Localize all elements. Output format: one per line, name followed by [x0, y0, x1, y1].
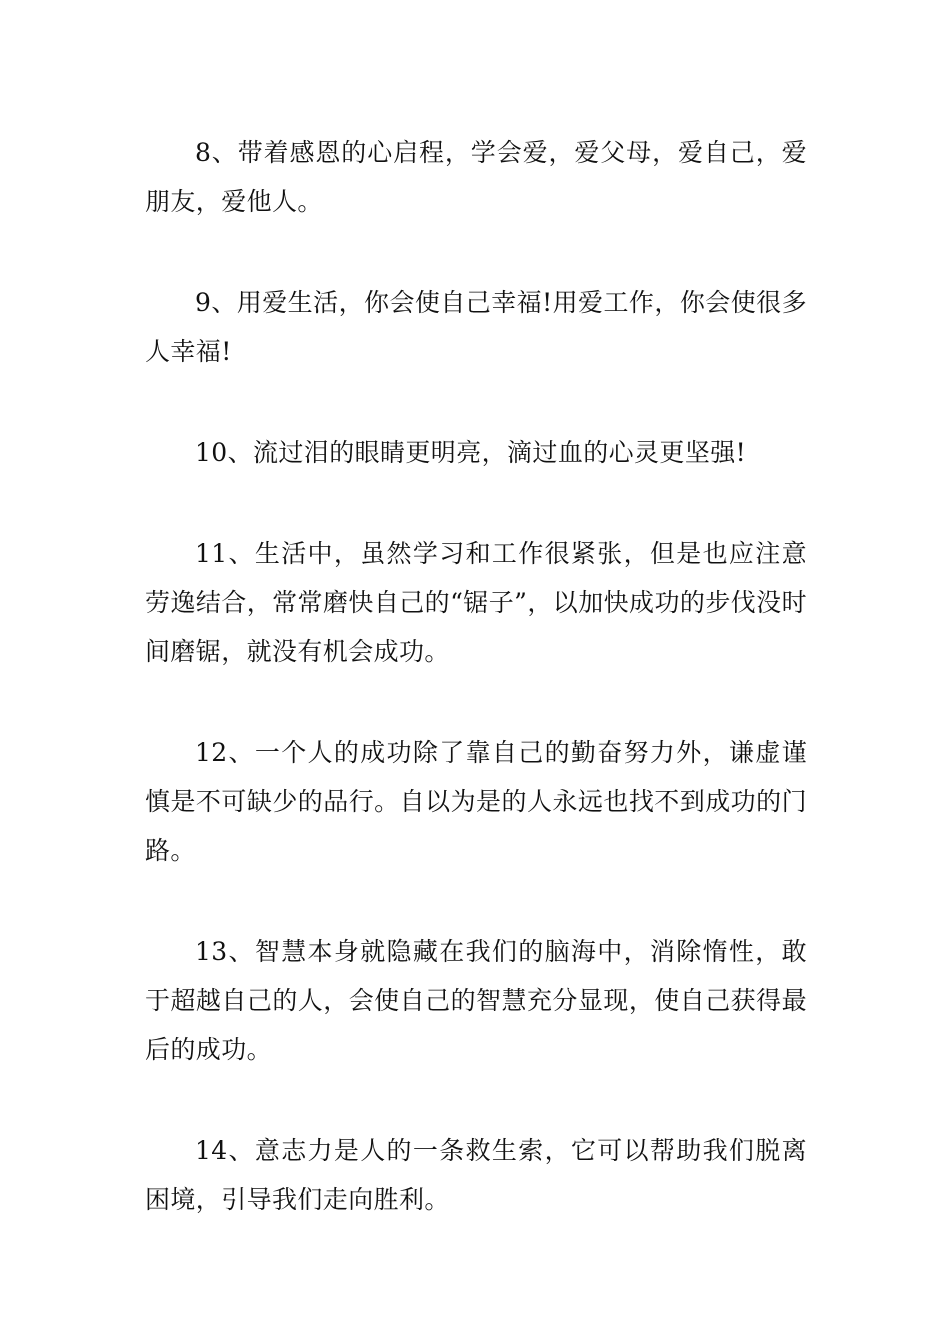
paragraph-11: 11、生活中，虽然学习和工作很紧张，但是也应注意劳逸结合，常常磨快自己的“锯子”，以加快成功的步伐没时间磨锯，就没有机会成功。 [145, 539, 807, 666]
paragraph-14: 14、意志力是人的一条救生索，它可以帮助我们脱离困境，引导我们走向胜利。 [145, 1136, 807, 1214]
paragraph-9: 9、用爱生活，你会使自己幸福!用爱工作，你会使很多人幸福! [145, 288, 807, 366]
paragraph-10: 10、流过泪的眼睛更明亮，滴过血的心灵更坚强! [195, 438, 747, 467]
paragraph-8: 8、带着感恩的心启程，学会爱，爱父母，爱自己，爱朋友，爱他人。 [145, 138, 807, 216]
paragraph-13: 13、智慧本身就隐藏在我们的脑海中，消除惰性，敢于超越自己的人，会使自己的智慧充分显现，使自己获得最后的成功。 [145, 937, 807, 1064]
document-body [145, 128, 807, 1276]
paragraph-12: 12、一个人的成功除了靠自己的勤奋努力外，谦虚谨慎是不可缺少的品行。自以为是的人永远也找不到成功的门路。 [145, 738, 807, 865]
